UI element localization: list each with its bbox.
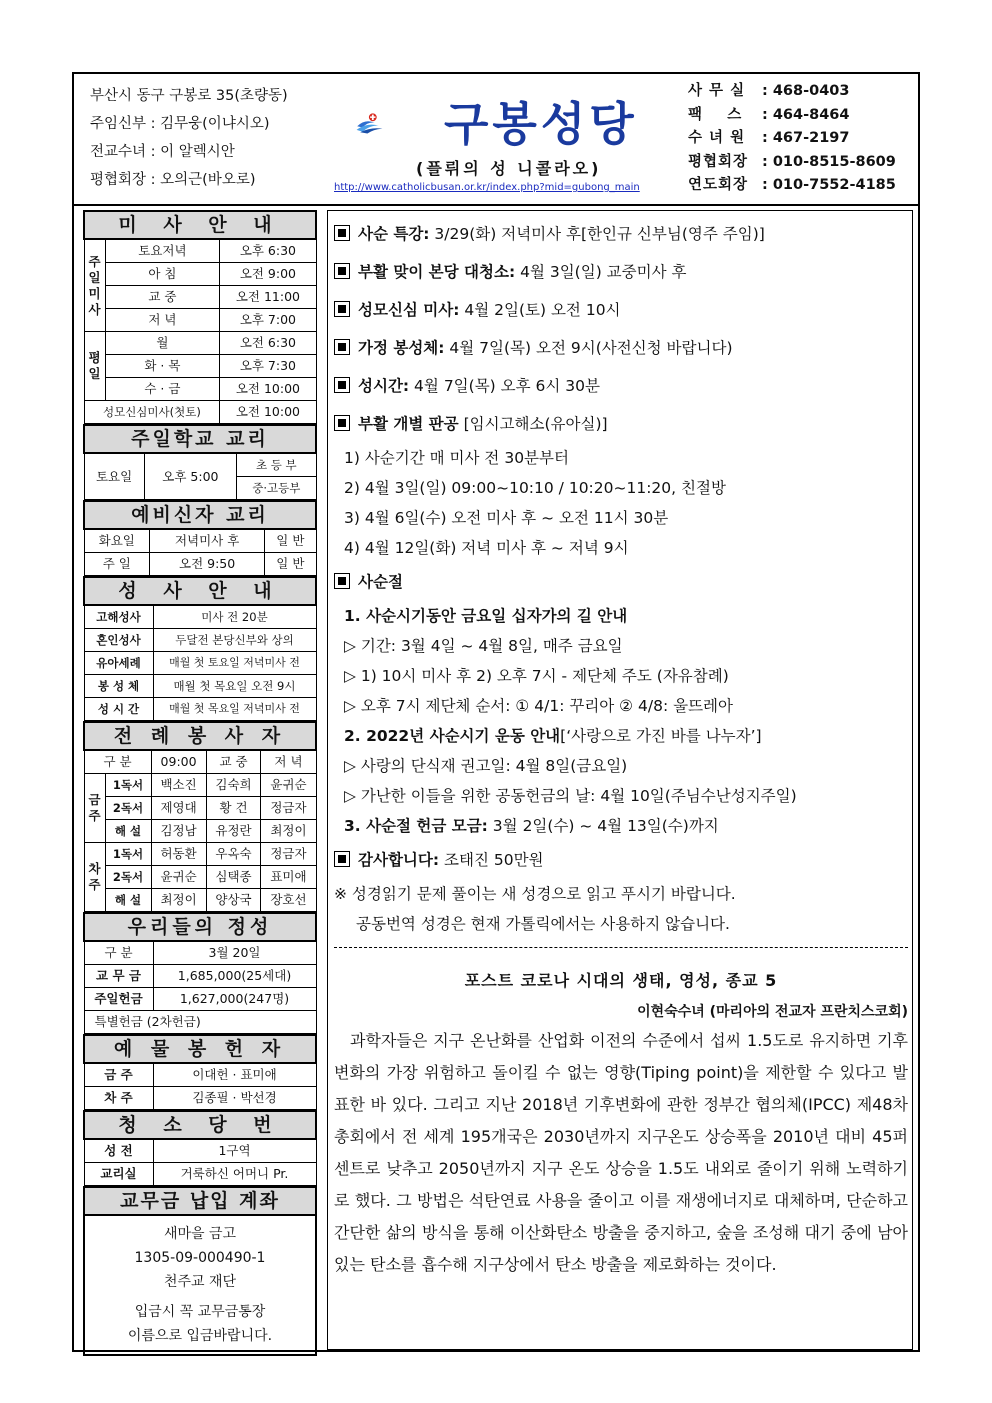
sub-heading-text: 3월 2일(수) ~ 4월 13일(수)까지 <box>487 817 719 835</box>
server: 정금자 <box>261 797 316 820</box>
sacrament-name: 혼인성사 <box>84 629 153 652</box>
catechumen-time: 오전 9:50 <box>150 553 265 576</box>
offering-name: 주일헌금 <box>84 988 153 1011</box>
mass-name: 성모신심미사(첫토) <box>84 401 220 424</box>
table-row <box>84 239 316 263</box>
list-item: ▷ 오후 7시 제단체 순서: ① 4/1: 꾸리아 ② 4/8: 울뜨레아 <box>344 697 733 715</box>
parish-website-link[interactable]: http://www.catholicbusan.or.kr/index.php?mid=gubong_main <box>334 182 640 193</box>
school-grade: 중·고등부 <box>237 477 316 500</box>
table-row <box>84 797 316 820</box>
sacrament-name: 성 시 간 <box>84 698 153 721</box>
liturgy-title: 전 례 봉 사 자 <box>84 722 316 750</box>
account-table <box>83 1186 317 1216</box>
catechumen-day: 주 일 <box>84 553 150 576</box>
table-row <box>84 675 316 698</box>
server: 우옥숙 <box>206 843 261 866</box>
liturgy-header: 구 분 <box>84 750 151 774</box>
sunday-school-title: 주일학교 교리 <box>84 425 316 453</box>
notice-title: 사순 특강: <box>358 225 430 243</box>
notice-item <box>334 367 908 405</box>
contact-value: : 010-8515-8609 <box>762 153 896 170</box>
table-row <box>84 401 316 424</box>
table-row <box>84 553 316 576</box>
notice-text: 3/29(화) 저녁미사 후[한인규 신부님(영주 주임)] <box>429 225 765 243</box>
bullet-icon <box>334 573 350 589</box>
server: 표미애 <box>261 866 316 889</box>
gift-table <box>83 1034 317 1110</box>
cleaning-group: 1구역 <box>153 1139 316 1163</box>
bullet-icon <box>334 301 350 317</box>
mass-name: 수 · 금 <box>105 378 220 401</box>
notice-text: 4월 7일(목) 오후 6시 30분 <box>409 377 600 395</box>
weekday-label: 평일 <box>84 332 105 401</box>
liturgy-header: 09:00 <box>151 750 206 774</box>
contact-row <box>688 80 896 104</box>
server: 최정이 <box>151 889 206 912</box>
table-row <box>84 453 316 477</box>
server: 정금자 <box>261 843 316 866</box>
bullet-icon <box>334 263 350 279</box>
left-column <box>83 210 317 1356</box>
liturgy-header: 교 중 <box>206 750 261 774</box>
school-time: 오후 5:00 <box>144 453 236 500</box>
sacrament-info: 매월 첫 목요일 저녁미사 전 <box>153 698 316 721</box>
mass-time: 오후 7:00 <box>220 309 316 332</box>
gift-title: 예 물 봉 헌 자 <box>84 1035 316 1063</box>
table-row <box>84 378 316 401</box>
mass-name: 화 · 목 <box>105 355 220 378</box>
mass-name: 아 침 <box>105 263 220 286</box>
cleaning-group: 거룩하신 어머니 Pr. <box>153 1163 316 1186</box>
catechumen-table <box>83 500 317 576</box>
offering-name: 교 무 금 <box>84 965 153 988</box>
mass-time: 오전 6:30 <box>220 332 316 355</box>
dashed-divider <box>334 947 908 948</box>
table-row <box>84 941 316 965</box>
notices <box>334 215 908 1281</box>
table-row <box>84 332 316 355</box>
bullet-icon <box>334 415 350 431</box>
table-row <box>84 1163 316 1186</box>
notice-item <box>334 215 908 253</box>
contact-label: 평협회장 <box>688 153 749 170</box>
church-logo-icon <box>356 90 446 156</box>
liturgy-header: 저 녁 <box>261 750 316 774</box>
sub-heading-title: 2. 2022년 사순시기 운동 안내 <box>344 727 561 745</box>
school-day: 토요일 <box>84 453 144 500</box>
sub-heading <box>334 721 908 751</box>
offering-value: 1,685,000(25세대) <box>153 965 316 988</box>
notice-title: 성시간: <box>358 377 410 395</box>
account-note: 입금시 꼭 교무금통장 <box>134 1304 266 1320</box>
notice-title: 부활 개별 판공 <box>358 415 459 433</box>
server: 심택종 <box>206 866 261 889</box>
mass-time: 오후 6:30 <box>220 239 316 263</box>
account-title: 교무금 납입 계좌 <box>84 1187 316 1215</box>
liturgy-table <box>83 721 317 912</box>
table-row <box>84 774 316 797</box>
contact-value: : 468-0403 <box>762 83 850 99</box>
mass-time: 오전 9:00 <box>220 263 316 286</box>
parish-subtitle: (플뤼의 성 니콜라오) <box>416 159 602 178</box>
sacrament-info: 두달전 본당신부와 상의 <box>153 629 316 652</box>
contact-value: : 467-2197 <box>762 130 850 146</box>
table-row <box>84 309 316 332</box>
bible-note: ※ 성경읽기 문제 풀이는 새 성경으로 읽고 푸시기 바랍니다. <box>334 885 736 903</box>
mass-title: 미 사 안 내 <box>84 211 316 239</box>
table-row <box>84 263 316 286</box>
week-label: 금주 <box>84 774 105 843</box>
bullet-icon <box>334 851 350 867</box>
role: 2독서 <box>105 866 151 889</box>
catechumen-group: 일 반 <box>265 553 316 576</box>
server: 제영대 <box>151 797 206 820</box>
server: 김정남 <box>151 820 206 843</box>
notice-text: 조태진 50만원 <box>439 851 544 869</box>
account-note: 이름으로 입금바랍니다. <box>127 1328 273 1344</box>
server: 유정란 <box>206 820 261 843</box>
notice-text: 4월 7일(목) 오전 9시(사전신청 바랍니다) <box>444 339 733 357</box>
contact-row <box>688 174 896 198</box>
contact-label: 사 무 실 <box>688 83 746 99</box>
offering-title: 우리들의 정성 <box>84 913 316 941</box>
table-row <box>84 1011 316 1034</box>
contact-list <box>688 80 896 198</box>
server: 황 건 <box>206 797 261 820</box>
contact-value: : 010-7552-4185 <box>762 177 896 193</box>
offering-table <box>83 912 317 1034</box>
list-item: 4) 4월 12일(화) 저녁 미사 후 ~ 저녁 9시 <box>344 539 629 557</box>
catechumen-time: 저녁미사 후 <box>150 529 265 553</box>
mass-table <box>83 210 317 424</box>
gift-week: 차 주 <box>84 1087 153 1110</box>
article-body: 과학자들은 지구 온난화를 산업화 이전의 수준에서 섭씨 1.5도로 유지하면 기후변화의 가장 위험하고 돌이킬 수 없는 영향(Tiping point)을 제한할 수 있다고 발표한 바 있다. 그리고 지난 2018년 기후변화에 관한 정부간 협의체(IPCC) 제48차 총회에서 전 세계 195개국은 2030년까지 지구온도 상승폭을 2010년 대비 45퍼센트로 낮추고 2050년까지 지구 온도 상승을 1.5도 내외로 줄이기 위해 노력하기로 했다. 그 방법은 석탄연료 사용을 줄이고 이를 재생에너지로 대체하며, 단순하고 간단한 삶의 방식을 통해 이산화탄소 방출을 중지하고, 숲을 조성해 대기 중에 남아 있는 탄소를 흡수해 지구상에서 탄소 방출을 제로화하는 것이다. <box>334 1031 908 1274</box>
header-left-info <box>90 82 288 194</box>
sacrament-name: 유아세례 <box>84 652 153 675</box>
table-row <box>84 1087 316 1110</box>
bullet-icon <box>334 225 350 241</box>
table-row <box>84 965 316 988</box>
role: 해 설 <box>105 820 151 843</box>
role: 1독서 <box>105 774 151 797</box>
table-row <box>84 889 316 912</box>
sacraments-title: 성 사 안 내 <box>84 577 316 605</box>
notice-title: 사순절 <box>358 573 403 591</box>
table-row <box>84 286 316 309</box>
account-bank: 새마을 금고 <box>163 1226 237 1242</box>
list-item: 2) 4월 3일(일) 09:00~10:10 / 10:20~11:20, 친절방 <box>344 479 726 497</box>
gift-week: 금 주 <box>84 1063 153 1087</box>
cleaning-place: 교리실 <box>84 1163 153 1186</box>
mass-name: 저 녁 <box>105 309 220 332</box>
bullet-icon <box>334 377 350 393</box>
mass-name: 토요저녁 <box>105 239 220 263</box>
notice-title: 감사합니다: <box>358 851 440 869</box>
special-offering: 특별헌금 (2차헌금) <box>84 1011 316 1034</box>
article-title: 포스트 코로나 시대의 생태, 영성, 종교 5 <box>464 971 778 990</box>
contact-label: 연도회장 <box>688 177 749 193</box>
table-row <box>84 866 316 889</box>
notice-item <box>334 563 908 601</box>
table-row <box>84 750 316 774</box>
contact-row <box>688 127 896 151</box>
server: 윤귀순 <box>261 774 316 797</box>
server: 윤귀순 <box>151 866 206 889</box>
list-item: ▷ 1) 10시 미사 후 2) 오후 7시 - 제단체 주도 (자유참례) <box>344 667 729 685</box>
mass-time: 오전 10:00 <box>220 401 316 424</box>
sub-heading-title: 3. 사순절 헌금 모금: <box>344 817 488 835</box>
notice-text: 4월 2일(토) 오전 10시 <box>459 301 621 319</box>
notice-title: 성모신심 미사: <box>358 301 460 319</box>
notice-title: 가정 봉성체: <box>358 339 445 357</box>
mass-name: 교 중 <box>105 286 220 309</box>
sub-heading <box>334 811 908 841</box>
address: 부산시 동구 구봉로 35(초량동) <box>90 88 288 104</box>
sacrament-info: 미사 전 20분 <box>153 605 316 629</box>
header <box>74 74 918 206</box>
table-row <box>84 843 316 866</box>
list-item: 3) 4월 6일(수) 오전 미사 후 ~ 오전 11시 30분 <box>344 509 669 527</box>
contact-value: : 464-8464 <box>762 106 850 123</box>
contact-label: 수 녀 원 <box>688 130 746 146</box>
council-president: 평협회장 : 오의근(바오로) <box>90 172 256 188</box>
server: 양상국 <box>206 889 261 912</box>
list-item: 1) 사순기간 매 미사 전 30분부터 <box>344 449 569 467</box>
catechumen-title: 예비신자 교리 <box>84 501 316 529</box>
table-row <box>84 355 316 378</box>
server: 김숙희 <box>206 774 261 797</box>
notice-item <box>334 405 908 443</box>
table-row <box>84 988 316 1011</box>
list-item: ▷ 가난한 이들을 위한 공동헌금의 날: 4월 10일(주님수난성지주일) <box>344 787 797 805</box>
offering-value: 1,627,000(247명) <box>153 988 316 1011</box>
catechumen-group: 일 반 <box>265 529 316 553</box>
table-row <box>84 1139 316 1163</box>
article-author: 이현숙수녀 (마리아의 전교자 프란치스코회) <box>637 1004 908 1020</box>
cleaning-title: 청 소 당 번 <box>84 1111 316 1139</box>
offering-header: 구 분 <box>84 941 153 965</box>
pastor: 주임신부 : 김무웅(이냐시오) <box>90 116 270 132</box>
notice-item <box>334 291 908 329</box>
table-row <box>84 652 316 675</box>
mass-time: 오후 7:30 <box>220 355 316 378</box>
school-grade: 초 등 부 <box>237 453 316 477</box>
list-item: ▷ 사랑의 단식재 권고일: 4월 8일(금요일) <box>344 757 628 775</box>
account-info <box>83 1216 317 1356</box>
notice-item <box>334 253 908 291</box>
notice-item <box>334 329 908 367</box>
sacrament-info: 매월 첫 토요일 저녁미사 전 <box>153 652 316 675</box>
cleaning-place: 성 전 <box>84 1139 153 1163</box>
contact-row <box>688 151 896 175</box>
role: 해 설 <box>105 889 151 912</box>
bible-note: 공동번역 성경은 현재 가톨릭에서는 사용하지 않습니다. <box>356 915 730 933</box>
server: 최정이 <box>261 820 316 843</box>
sacrament-name: 봉 성 체 <box>84 675 153 698</box>
list-item: ▷ 기간: 3월 4일 ~ 4월 8일, 매주 금요일 <box>344 637 623 655</box>
account-number: 1305-09-000490-1 <box>134 1250 266 1266</box>
sunday-label: 주일미사 <box>84 239 105 332</box>
mass-time: 오전 10:00 <box>220 378 316 401</box>
bulletin-page <box>72 72 920 1352</box>
table-row <box>84 1063 316 1087</box>
sub-heading-text: [‘사랑으로 가진 바를 나누자’] <box>560 727 762 745</box>
sister: 전교수녀 : 이 알렉시안 <box>90 144 235 160</box>
role: 2독서 <box>105 797 151 820</box>
notice-item <box>334 841 908 879</box>
server: 백소진 <box>151 774 206 797</box>
contact-row <box>688 104 896 128</box>
server: 장호선 <box>261 889 316 912</box>
table-row <box>84 629 316 652</box>
sub-heading: 1. 사순시기동안 금요일 십자가의 길 안내 <box>344 607 628 625</box>
sacrament-info: 매월 첫 목요일 오전 9시 <box>153 675 316 698</box>
notice-text: [임시고해소(유아실)] <box>458 415 608 433</box>
sacraments-table <box>83 576 317 721</box>
contact-label: 팩 스 <box>688 106 743 123</box>
notice-title: 부활 맞이 본당 대청소: <box>358 263 516 281</box>
mass-time: 오전 11:00 <box>220 286 316 309</box>
catechumen-day: 화요일 <box>84 529 150 553</box>
sunday-school-table <box>83 424 317 500</box>
parish-title: 구봉성당 <box>444 97 638 151</box>
table-row <box>84 820 316 843</box>
table-row <box>84 698 316 721</box>
notice-column <box>327 210 913 1350</box>
role: 1독서 <box>105 843 151 866</box>
notice-text: 4월 3일(일) 교중미사 후 <box>515 263 687 281</box>
cleaning-table <box>83 1110 317 1186</box>
offering-date: 3월 20일 <box>153 941 316 965</box>
gift-names: 이대헌 · 표미애 <box>153 1063 316 1087</box>
gift-names: 김종필 · 박선경 <box>153 1087 316 1110</box>
table-row <box>84 605 316 629</box>
server: 허동환 <box>151 843 206 866</box>
account-owner: 천주교 재단 <box>163 1274 237 1290</box>
mass-name: 월 <box>105 332 220 355</box>
table-row <box>84 529 316 553</box>
sacrament-name: 고해성사 <box>84 605 153 629</box>
bullet-icon <box>334 339 350 355</box>
week-label: 차주 <box>84 843 105 912</box>
